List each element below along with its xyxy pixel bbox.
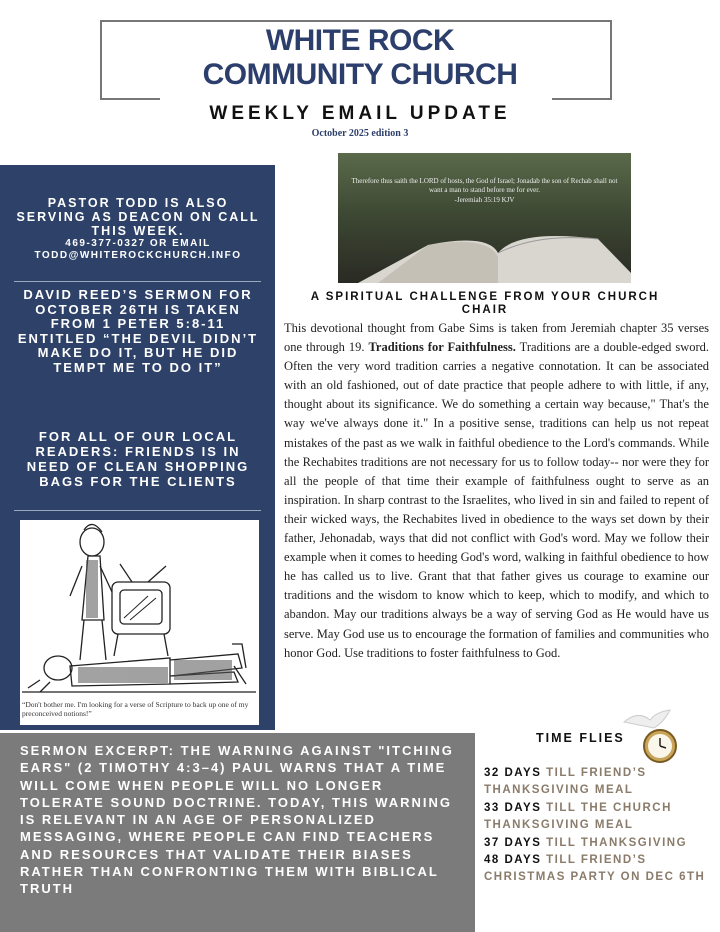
- header-frame-bottom-right: [552, 98, 612, 100]
- header-frame-bottom-left: [100, 98, 160, 100]
- countdown-event: TILL THANKSGIVING: [546, 836, 688, 849]
- countdown-event: TILL THE CHURCH THANKSGIVING MEAL: [484, 801, 672, 832]
- local-readers-note: FOR ALL OF OUR LOCAL READERS: FRIENDS IS IN NEED OF CLEAN SHOPPING BAGS FOR THE CLIENTS: [26, 429, 250, 489]
- newsletter-subtitle: WEEKLY EMAIL UPDATE: [209, 103, 511, 124]
- countdown-list: [484, 765, 714, 887]
- time-flies-heading: TIME FLIES: [536, 731, 625, 745]
- countdown-days: 48 DAYS: [484, 854, 542, 867]
- countdown-item: [484, 852, 714, 887]
- devotional-body: Traditions are a double-edged sword. Often the very word tradition carries a negative connotation. It can be associated with an old fashioned, out of date practice that people adhere to with little, if any, thought about its significance. We do something a certain way because," That's the way we've always done it." In a positive sense, traditions can help us not repeat mistakes of the past as we walk in faithful obedience to the Lord's commands. While the Rechabites traditions are not necessary for us to follow today-- nor were they for all the people of that time their example of faithfulness ought to serve as an inspiration. In sharp contrast to the Israelites, who lived in sin and failed to repent of their wicked ways, the Rechabites lived in obedience to the ways set down by their father, Jehonadab, ways that did not conflict with God's word. May we follow their example when it comes to heeding God's word, walking in faithful obedience to how he has called us to live. Grant that that father gives us courage to examine our traditions and the wisdom to know which to keep, which to modify, and which to abandon. May our traditions always be a way of serving God as He would have us serve. May God use us to encourage the formation of families and communities who honor God. Use traditions to foster faithfulness to God.: [284, 340, 710, 660]
- devotional-bold-title: Traditions for Faithfulness.: [368, 340, 516, 355]
- cartoon-caption: “Don't bother me. I'm looking for a verse of Scripture to back up one of my preconceived notions!”: [22, 700, 249, 718]
- devotional-text: [284, 319, 709, 663]
- panel-divider: [14, 281, 261, 282]
- pastor-note: PASTOR TODD IS ALSO SERVING AS DEACON ON CALL THIS WEEK.: [16, 196, 260, 238]
- countdown-item: [484, 765, 714, 800]
- header-frame-left: [100, 20, 102, 100]
- header-frame-right: [610, 20, 612, 100]
- header-frame-top: [100, 20, 612, 22]
- church-title-line1: WHITE ROCK: [265, 24, 455, 57]
- sermon-excerpt-text: SERMON EXCERPT: THE WARNING AGAINST "ITCHING EARS" (2 TIMOTHY 4:3–4) PAUL WARNS THAT A TIME WILL COME WHEN PEOPLE WILL NO LONGER TOLERATE SOUND DOCTRINE. TODAY, THIS WARNING IS RELEVANT IN AN AGE OF PERSONALIZED MESSAGING, WHERE PEOPLE CAN FIND TEACHERS AND RESOURCES THAT VALIDATE THEIR BIASES RATHER THAN CONFRONTING THEM WITH BIBLICAL TRUTH: [20, 743, 454, 897]
- countdown-days: 37 DAYS: [484, 836, 542, 849]
- cartoon-image: [20, 520, 259, 725]
- countdown-days: 33 DAYS: [484, 801, 542, 814]
- edition-label: October 2025 edition 3: [311, 128, 409, 139]
- devotional-heading: A SPIRITUAL CHALLENGE FROM YOUR CHURCH CHAIR: [310, 291, 660, 316]
- pastor-contact: 469-377-0327 OR EMAIL TODD@WHITEROCKCHURCH.INFO: [34, 238, 242, 261]
- bible-photo: [338, 153, 631, 283]
- clock-icon: [620, 708, 682, 764]
- countdown-days: 32 DAYS: [484, 767, 542, 779]
- countdown-item: [484, 800, 714, 835]
- devotional-intro: This devotional thought from Gabe Sims is taken from Jeremiah chapter 35 verses one through 19.: [284, 321, 709, 355]
- panel-divider: [14, 510, 261, 511]
- photo-verse-reference: -Jeremiah 35:19 KJV: [454, 196, 515, 204]
- church-title-line2: COMMUNITY CHURCH: [202, 58, 518, 91]
- sermon-announcement: DAVID REED’S SERMON FOR OCTOBER 26TH IS TAKEN FROM 1 PETER 5:8-11 ENTITLED “THE DEVIL DIDN’T MAKE DO IT, BUT HE DID TEMPT ME TO DO IT”: [17, 287, 259, 375]
- photo-verse-text: Therefore thus saith the LORD of hosts, the God of Israel; Jonadab the son of Rechab shall not want a man to stand before me for ever.: [351, 177, 618, 194]
- countdown-event: TILL FRIEND’S CHRISTMAS PARTY ON DEC 6TH: [484, 854, 706, 884]
- countdown-item: [484, 835, 714, 852]
- countdown-event: TILL FRIEND’S THANKSGIVING MEAL: [484, 767, 647, 797]
